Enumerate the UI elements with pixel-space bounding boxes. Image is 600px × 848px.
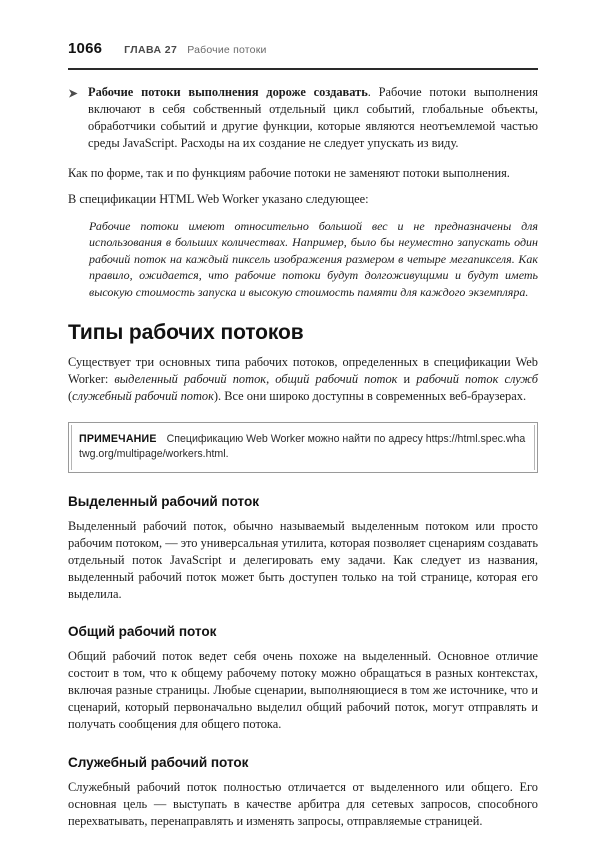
list-item-text [88, 84, 538, 152]
section-intro-italic-4: служебный рабочий поток [72, 388, 214, 403]
running-head [68, 40, 538, 57]
list-item-body: . Рабочие потоки выполнения включают в себя собственный отдельный цикл событий, глобальные объекты, обработчики событий и другие функции, которые являются неотъемлемой частью среды JavaScript. Расходы на их создание не следует упускать из виду. [88, 85, 538, 151]
paragraph-2: В спецификации HTML Web Worker указано следующее: [68, 192, 369, 207]
subsection-body-shared: Общий рабочий поток ведет себя очень похоже на выделенный. Основное отличие состоит в том, что к общему рабочему потоку можно обращаться в разных контекстах, включая разные страницы. Любые сценарии, выполняющиеся в том же источнике, что и сценарий, который первоначально выделил общий рабочий поток, могут отправлять и получать сообщения для общего потока. [68, 649, 538, 732]
note-callout [68, 422, 538, 473]
spec-quotation [68, 218, 538, 301]
chapter-title: Рабочие потоки [187, 44, 267, 56]
section-intro-b3: ( [68, 388, 73, 403]
subsection-heading-service: Служебный рабочий поток [68, 754, 249, 770]
paragraph-1: Как по форме, так и по функциям рабочие потоки не заменяют потоки выполнения. [68, 166, 510, 181]
chapter-label: ГЛАВА 27 [124, 44, 178, 56]
subsection-heading-dedicated: Выделенный рабочий поток [68, 493, 259, 509]
triangle-right-bullet-icon [68, 88, 79, 99]
section-intro-b1: , [266, 371, 276, 386]
section-intro-b2: и [397, 371, 417, 386]
section-intro-c: ). Все они широко доступны в современных веб-браузерах. [213, 388, 527, 403]
section-heading: Типы рабочих потоков [68, 320, 304, 344]
note-url[interactable]: https://html.spec.whatwg.org/multipage/workers.html. [79, 432, 526, 461]
section-intro-paragraph [68, 354, 538, 405]
section-intro-italic-2: общий рабочий поток [275, 371, 398, 386]
note-callout-text [79, 432, 526, 463]
section-intro-italic-1: выделенный рабочий поток [114, 371, 267, 386]
note-label: ПРИМЕЧАНИЕ [79, 432, 157, 445]
header-rule [68, 68, 538, 70]
note-body: Спецификацию Web Worker можно найти по адресу [166, 432, 426, 445]
section-intro-a: Существует три основных типа рабочих потоков, определенных в спецификации Web Worker: [68, 354, 538, 386]
list-item [68, 84, 538, 152]
subsection-body-service: Служебный рабочий поток полностью отличается от выделенного или общего. Его основная цель — выступать в качестве арбитра для сетевых запросов, способного перехватывать, перенаправлять и изменять запросы, отправляемые страницей. [68, 779, 538, 828]
section-intro-italic-3: рабочий поток служб [416, 371, 538, 386]
subsection-heading-shared: Общий рабочий поток [68, 624, 217, 640]
spec-quotation-text: Рабочие потоки имеют относительно большой вес и не предназначены для использования в больших количествах. Например, было бы неуместно запускать один рабочий поток на каждый пиксель изображения размером в четыре мегапикселя. Как правило, ожидается, что рабочие потоки будут долгоживущими и будут иметь высокую стоимость запуска и высокую стоимость памяти для каждого экземпляра. [89, 218, 538, 299]
list-item-lead: Рабочие потоки выполнения дороже создавать [88, 85, 368, 99]
page-content [68, 84, 538, 839]
document-page [68, 0, 538, 848]
page-number: 1066 [68, 40, 103, 57]
subsection-body-dedicated: Выделенный рабочий поток, обычно называемый выделенным потоком или просто рабочим потоком, — это универсальная утилита, которая позволяет сценариям создавать отдельный поток JavaScript и делегировать ему задачи. Как следует из названия, выделенный рабочий поток может быть доступен только на той странице, которая его выделила. [68, 518, 538, 601]
